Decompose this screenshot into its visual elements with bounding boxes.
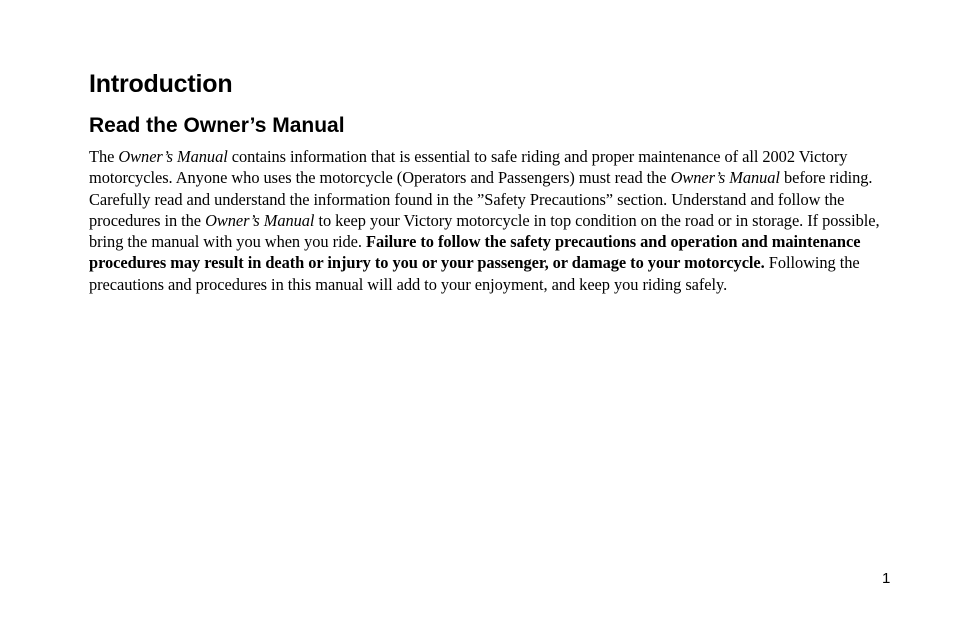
text-run-italic: Owner’s Manual bbox=[670, 168, 780, 188]
text-run: to keep your Victory motorcycle in top condition on the road or in storage. If possible, bring the manual with you when you ride. bbox=[89, 210, 880, 252]
text-run: contains information that is essential to safe riding and proper maintenance of all 2002 Victory motorcycles. Anyone who uses the motorcycle (Operators and Passengers) must read the bbox=[89, 147, 848, 188]
section-heading: Read the Owner’s Manual bbox=[89, 114, 345, 137]
page-number: 1 bbox=[882, 570, 891, 587]
text-run: The bbox=[89, 147, 119, 166]
safety-warning-text: Failure to follow the safety precautions and operation and maintenance procedures may result in death or injury to you or your passenger, or damage to your motorcycle. bbox=[89, 232, 861, 273]
page-title: Introduction bbox=[89, 70, 233, 98]
text-run-italic: Owner’s Manual bbox=[205, 210, 315, 230]
text-run: Following the precautions and procedures in this manual will add to your enjoyment, and keep you riding safely. bbox=[89, 253, 860, 294]
body-paragraph bbox=[89, 146, 897, 295]
text-run-italic: Owner’s Manual bbox=[118, 147, 228, 166]
text-run: before riding. Carefully read and understand the information found in the ”Safety Precautions” section. Understand and follow the procedures in the bbox=[89, 168, 873, 230]
